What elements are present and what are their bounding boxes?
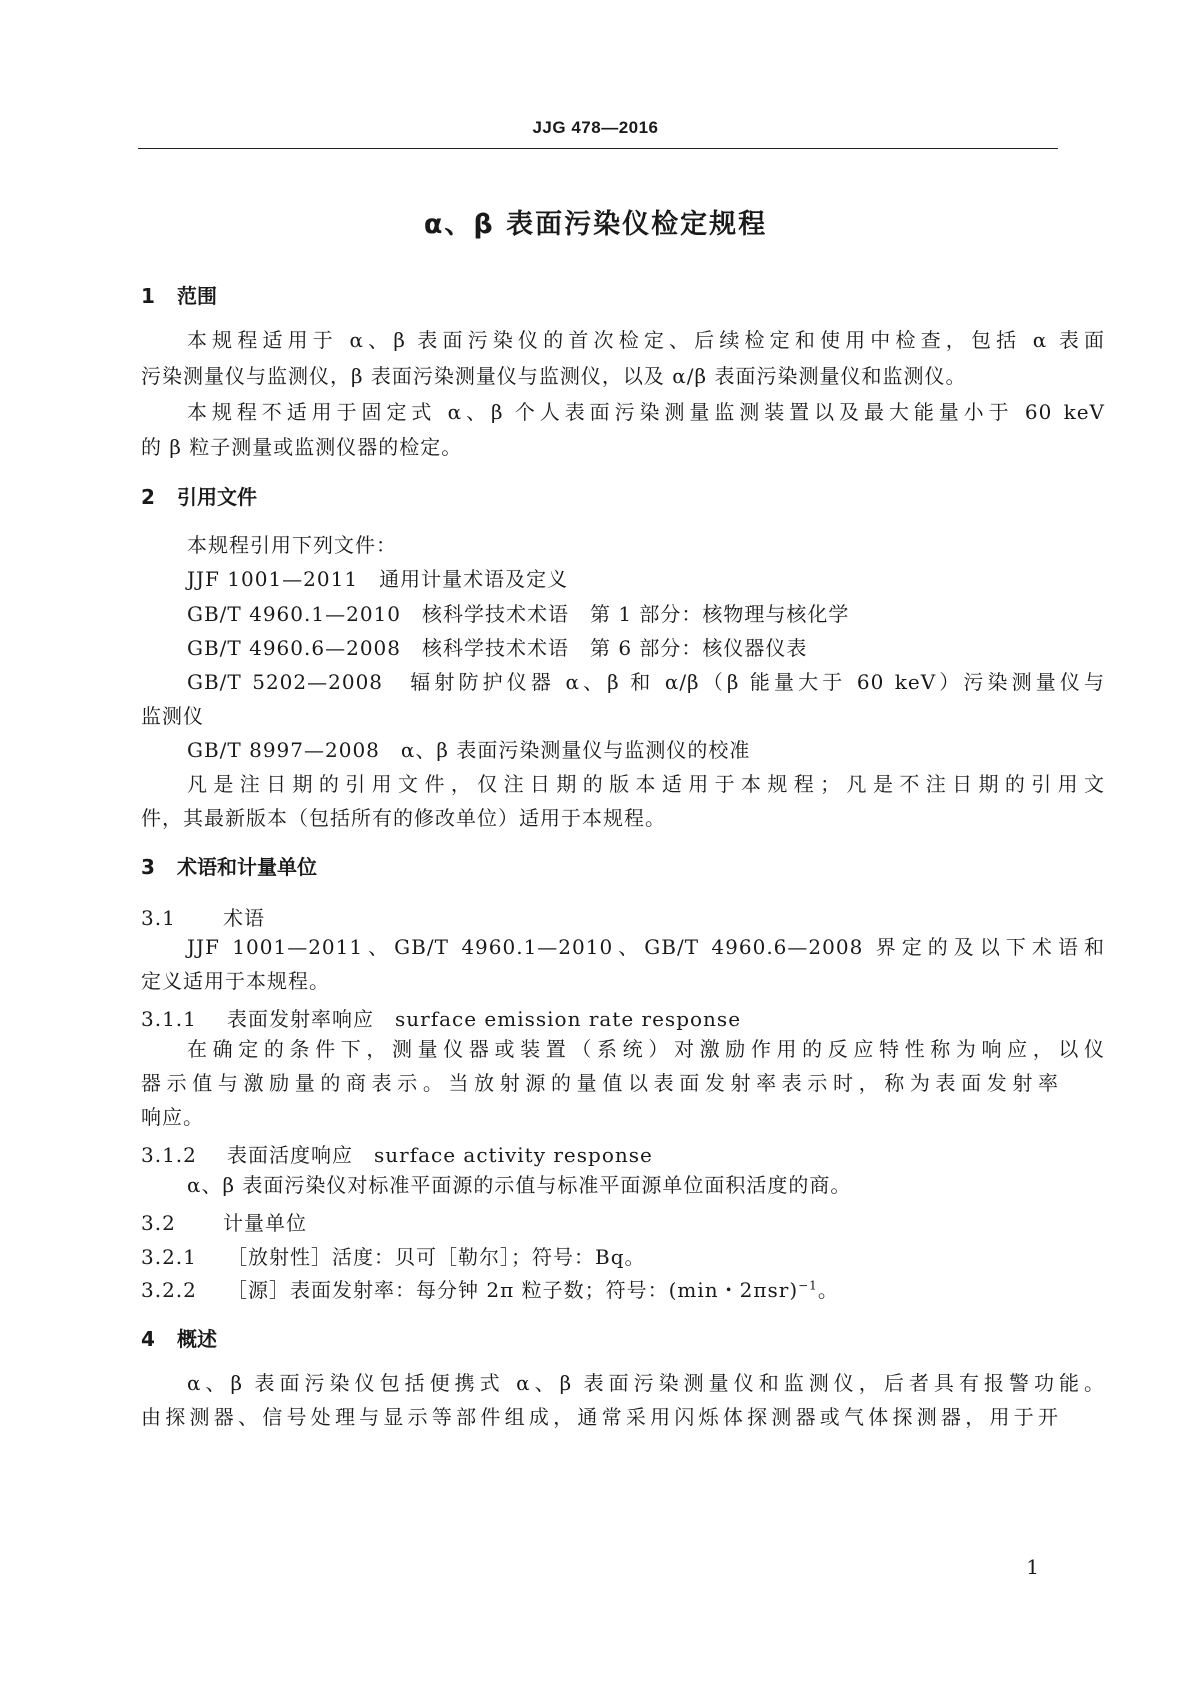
unit-3-2-1 xyxy=(141,1241,646,1270)
term-3-1-1-heading xyxy=(141,1003,741,1032)
unit-text: ［放射性］活度：贝可［勒尔］；符号：Bq。 xyxy=(227,1245,646,1269)
header-rule xyxy=(138,148,1058,149)
reference-item: JJF 1001—2011 通用计量术语及定义 xyxy=(187,567,569,591)
document-title: α、β 表面污染仪检定规程 xyxy=(423,209,768,240)
subsection-title: 计量单位 xyxy=(223,1211,307,1235)
section-title: 术语和计量单位 xyxy=(177,855,317,879)
term-number: 3.1.2 xyxy=(141,1143,197,1167)
paragraph-line: 器示值与激励量的商表示。当放射源的量值以表面发射率表示时，称为表面发射率 xyxy=(141,1071,1059,1095)
reference-item: GB/T 4960.1—2010 核科学技术术语 第 1 部分：核物理与核化学 xyxy=(187,602,850,626)
term-3-1-2-heading xyxy=(141,1139,653,1168)
unit-3-2-2 xyxy=(141,1274,839,1303)
section-number: 4 xyxy=(141,1327,155,1351)
section-4-heading xyxy=(141,1323,217,1352)
paragraph-line: 响应。 xyxy=(141,1105,204,1129)
section-3-heading xyxy=(141,851,317,880)
term-title: 表面活度响应 surface activity response xyxy=(227,1143,653,1167)
paragraph-line: α、β 表面污染仪包括便携式 α、β 表面污染测量仪和监测仪，后者具有报警功能。 xyxy=(187,1371,1105,1395)
subsection-number: 3.1 xyxy=(141,906,176,930)
section-2-heading xyxy=(141,481,257,510)
reference-item-continued: 监测仪 xyxy=(141,704,204,728)
paragraph-line: 由探测器、信号处理与显示等部件组成，通常采用闪烁体探测器或气体探测器，用于开 xyxy=(141,1405,1059,1429)
reference-item: GB/T 8997—2008 α、β 表面污染测量仪与监测仪的校准 xyxy=(187,738,751,762)
section-number: 1 xyxy=(141,284,155,308)
unit-number: 3.2.2 xyxy=(141,1278,197,1302)
paragraph-line: 污染测量仪与监测仪，β 表面污染测量仪与监测仪，以及 α/β 表面污染测量仪和监测仪。 xyxy=(141,364,967,388)
paragraph-line: 定义适用于本规程。 xyxy=(141,969,330,993)
paragraph-line: 在确定的条件下，测量仪器或装置（系统）对激励作用的反应特性称为响应，以仪 xyxy=(187,1037,1105,1061)
paragraph-line: 的 β 粒子测量或监测仪器的检定。 xyxy=(141,435,463,459)
paragraph-line: α、β 表面污染仪对标准平面源的示值与标准平面源单位面积活度的商。 xyxy=(187,1173,852,1197)
unit-period: 。 xyxy=(817,1278,839,1302)
section-title: 范围 xyxy=(177,284,217,308)
reference-item: GB/T 5202—2008 辐射防护仪器 α、β 和 α/β（β 能量大于 60 keV）污染测量仪与 xyxy=(187,670,1105,694)
unit-exponent: −1 xyxy=(798,1278,818,1293)
section-number: 3 xyxy=(141,855,155,879)
subsection-title: 术语 xyxy=(223,906,265,930)
section-number: 2 xyxy=(141,485,155,509)
paragraph-line: JJF 1001—2011、GB/T 4960.1—2010、GB/T 4960.6—2008 界定的及以下术语和 xyxy=(187,935,1105,959)
term-title: 表面发射率响应 surface emission rate response xyxy=(227,1007,742,1031)
subsection-number: 3.2 xyxy=(141,1211,176,1235)
reference-item: GB/T 4960.6—2008 核科学技术术语 第 6 部分：核仪器仪表 xyxy=(187,636,808,660)
unit-text: ［源］表面发射率：每分钟 2π 粒子数；符号：(min・2πsr) xyxy=(227,1278,799,1302)
paragraph-line: 本规程不适用于固定式 α、β 个人表面污染测量监测装置以及最大能量小于 60 keV xyxy=(187,400,1105,424)
paragraph-line: 本规程引用下列文件： xyxy=(187,533,397,557)
page-number: 1 xyxy=(1026,1555,1039,1579)
running-header: JJG 478—2016 xyxy=(532,118,659,137)
unit-number: 3.2.1 xyxy=(141,1245,197,1269)
section-title: 引用文件 xyxy=(177,485,257,509)
paragraph-line: 本规程适用于 α、β 表面污染仪的首次检定、后续检定和使用中检查，包括 α 表面 xyxy=(187,328,1105,352)
subsection-3-1-heading xyxy=(141,902,265,931)
section-title: 概述 xyxy=(177,1327,217,1351)
paragraph-line: 凡是注日期的引用文件，仅注日期的版本适用于本规程；凡是不注日期的引用文 xyxy=(187,772,1105,796)
paragraph-line: 件，其最新版本（包括所有的修改单位）适用于本规程。 xyxy=(141,806,666,830)
subsection-3-2-heading xyxy=(141,1207,307,1236)
term-number: 3.1.1 xyxy=(141,1007,197,1031)
section-1-heading xyxy=(141,280,217,309)
